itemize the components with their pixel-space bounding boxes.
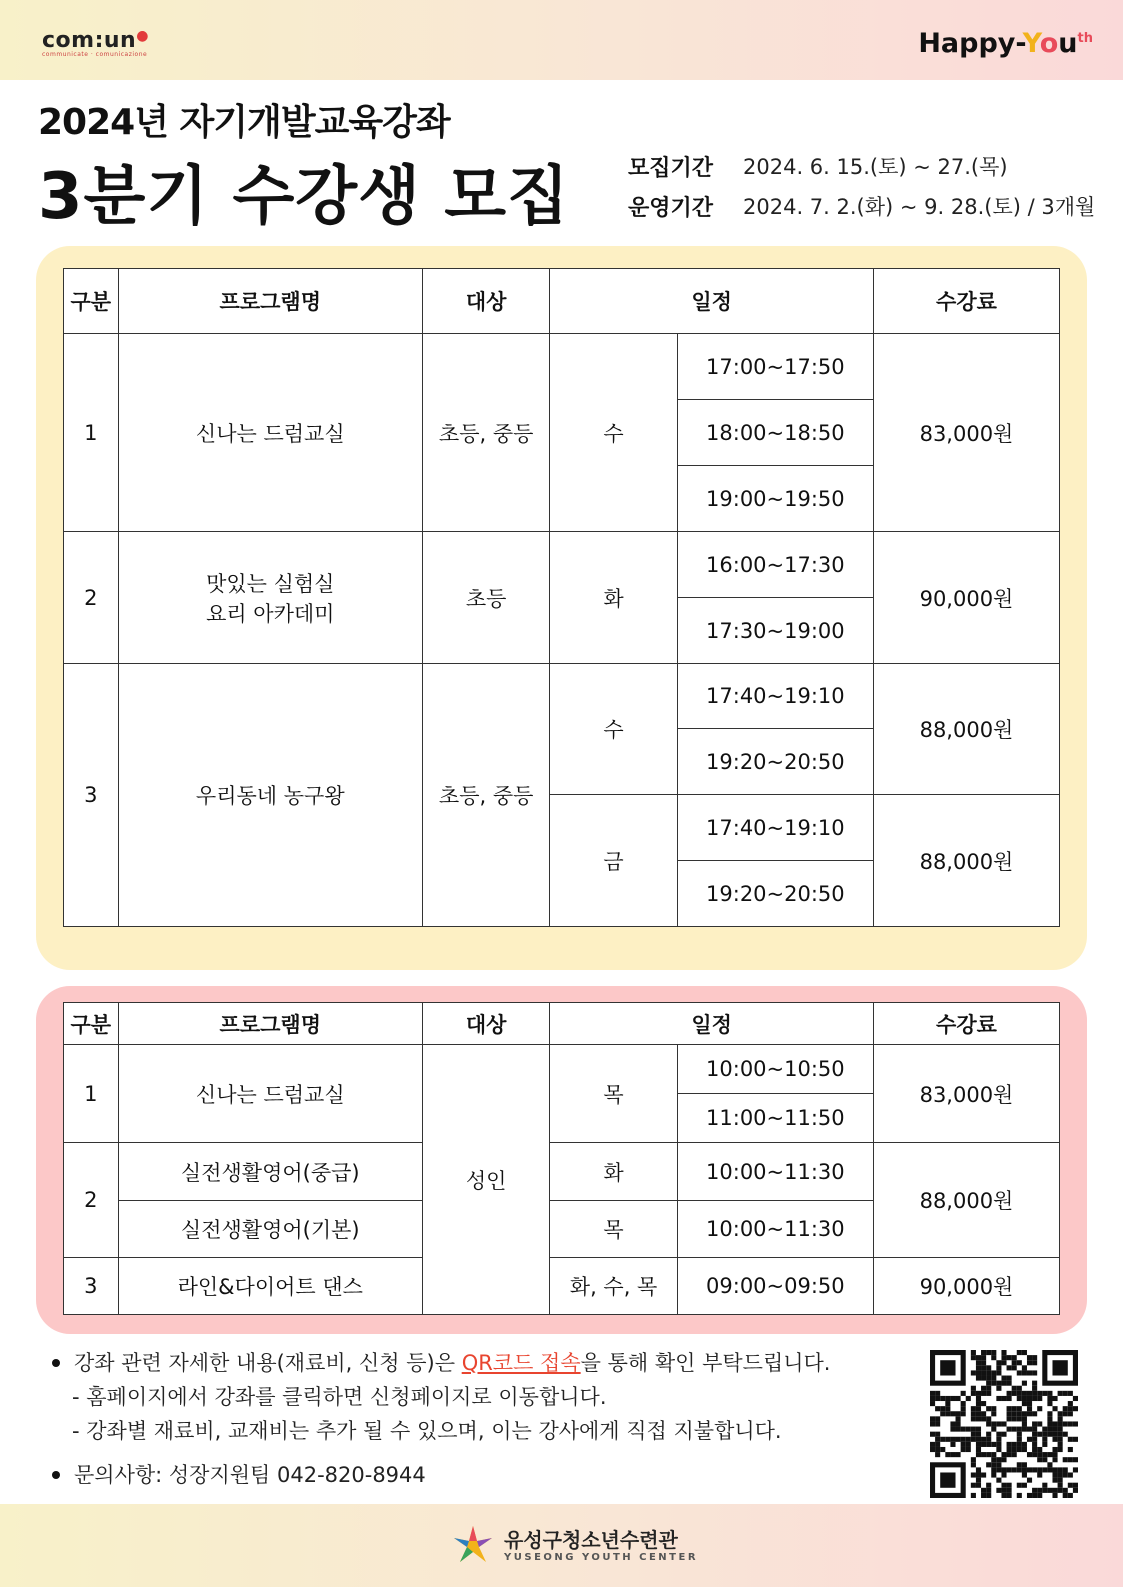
time-slot: 19:20~20:50 xyxy=(677,861,873,927)
time-slot: 17:00~17:50 xyxy=(677,334,873,400)
col-header-schedule: 일정 xyxy=(550,1003,874,1045)
row-no: 1 xyxy=(64,334,119,532)
adult-course-table xyxy=(63,1002,1060,1315)
top-banner xyxy=(0,0,1123,80)
col-header-no: 구분 xyxy=(64,1003,119,1045)
col-header-program: 프로그램명 xyxy=(118,269,422,334)
star-logo-icon xyxy=(450,1522,496,1568)
col-header-fee: 수강료 xyxy=(873,1003,1059,1045)
col-header-target: 대상 xyxy=(422,1003,549,1045)
table-row xyxy=(64,1045,1060,1094)
qr-code-link[interactable]: QR코드 접속 xyxy=(461,1351,581,1375)
target: 초등, 중등 xyxy=(422,664,549,927)
fee: 88,000원 xyxy=(873,795,1059,927)
table-row xyxy=(64,334,1060,400)
time-slot: 10:00~11:30 xyxy=(677,1143,873,1201)
table-row xyxy=(64,664,1060,729)
notes-section xyxy=(48,1346,898,1492)
fee: 90,000원 xyxy=(873,532,1059,664)
recruit-period xyxy=(628,146,1095,186)
day: 수 xyxy=(550,664,677,795)
note-details xyxy=(48,1346,898,1380)
happy-youth-logo: Happy-You$^{th}$ xyxy=(918,28,1093,59)
fee: 83,000원 xyxy=(873,334,1059,532)
row-no: 1 xyxy=(64,1045,119,1143)
target: 초등 xyxy=(422,532,549,664)
time-slot: 10:00~11:30 xyxy=(677,1201,873,1258)
col-header-program: 프로그램명 xyxy=(118,1003,422,1045)
col-header-schedule: 일정 xyxy=(550,269,874,334)
program-name: 라인&다이어트 댄스 xyxy=(118,1258,422,1315)
center-name-english: YUSEONG YOUTH CENTER xyxy=(504,1551,699,1563)
yuseong-youth-center-logo xyxy=(450,1522,698,1568)
page-title: 3분기 수강생 모집 xyxy=(38,160,570,234)
note-sub1: - 홈페이지에서 강좌를 클릭하면 신청페이지로 이동합니다. xyxy=(72,1385,607,1409)
program-name-line1: 맛있는 실험실 xyxy=(206,571,335,596)
title-subheading: 2024년 자기개발교육강좌 xyxy=(38,102,450,143)
program-name: 우리동네 농구왕 xyxy=(118,664,422,927)
table-row xyxy=(64,1258,1060,1315)
table-row xyxy=(64,1143,1060,1201)
table-row xyxy=(64,532,1060,598)
row-no: 2 xyxy=(64,1143,119,1258)
note-contact xyxy=(48,1458,898,1492)
recruit-period-label: 모집기간 xyxy=(628,155,714,181)
program-name: 신나는 드럼교실 xyxy=(118,1045,422,1143)
operation-period-value: 2024. 7. 2.(화) ~ 9. 28.(토) / 3개월 xyxy=(743,195,1096,219)
table-header-row xyxy=(64,269,1060,334)
qr-code-icon[interactable] xyxy=(930,1350,1078,1498)
footer-banner xyxy=(0,1504,1123,1587)
contact-text: 문의사항: 성장지원팀 042-820-8944 xyxy=(74,1463,426,1487)
time-slot: 16:00~17:30 xyxy=(677,532,873,598)
fee: 88,000원 xyxy=(873,664,1059,795)
program-name-line2: 요리 아카데미 xyxy=(206,601,335,626)
col-header-target: 대상 xyxy=(422,269,549,334)
center-name: 유성구청소년수련관 xyxy=(504,1527,678,1552)
time-slot: 11:00~11:50 xyxy=(677,1094,873,1143)
day: 화, 수, 목 xyxy=(550,1258,677,1315)
youth-course-table xyxy=(63,268,1060,927)
period-info xyxy=(628,146,1095,226)
program-name: 신나는 드럼교실 xyxy=(118,334,422,532)
time-slot: 09:00~09:50 xyxy=(677,1258,873,1315)
note-text: 강좌 관련 자세한 내용(재료비, 신청 등)은 xyxy=(74,1351,462,1375)
time-slot: 17:30~19:00 xyxy=(677,598,873,664)
day: 목 xyxy=(550,1201,677,1258)
note-text: 을 통해 확인 부탁드립니다. xyxy=(580,1351,831,1375)
time-slot: 17:40~19:10 xyxy=(677,795,873,861)
row-no: 3 xyxy=(64,1258,119,1315)
time-slot: 10:00~10:50 xyxy=(677,1045,873,1094)
time-slot: 19:00~19:50 xyxy=(677,466,873,532)
note-sub2: - 강좌별 재료비, 교재비는 추가 될 수 있으며, 이는 강사에게 직접 지불합니다. xyxy=(72,1419,782,1443)
bullet-icon xyxy=(52,1359,60,1367)
table-header-row xyxy=(64,1003,1060,1045)
day: 화 xyxy=(550,1143,677,1201)
day: 금 xyxy=(550,795,677,927)
day: 수 xyxy=(550,334,677,532)
comun-logo: com:un● communicate · comunicazione xyxy=(42,28,149,58)
program-name: 실전생활영어(중급) xyxy=(118,1143,422,1201)
program-name: 실전생활영어(기본) xyxy=(118,1201,422,1258)
bullet-icon xyxy=(52,1471,60,1479)
time-slot: 18:00~18:50 xyxy=(677,400,873,466)
col-header-no: 구분 xyxy=(64,269,119,334)
program-name xyxy=(118,532,422,664)
fee: 90,000원 xyxy=(873,1258,1059,1315)
time-slot: 19:20~20:50 xyxy=(677,729,873,795)
col-header-fee: 수강료 xyxy=(873,269,1059,334)
time-slot: 17:40~19:10 xyxy=(677,664,873,729)
row-no: 3 xyxy=(64,664,119,927)
target: 초등, 중등 xyxy=(422,334,549,532)
target: 성인 xyxy=(422,1045,549,1315)
day: 목 xyxy=(550,1045,677,1143)
fee: 83,000원 xyxy=(873,1045,1059,1143)
recruit-period-value: 2024. 6. 15.(토) ~ 27.(목) xyxy=(743,155,1008,179)
day: 화 xyxy=(550,532,677,664)
row-no: 2 xyxy=(64,532,119,664)
operation-period xyxy=(628,186,1095,226)
fee: 88,000원 xyxy=(873,1143,1059,1258)
operation-period-label: 운영기간 xyxy=(628,195,714,221)
